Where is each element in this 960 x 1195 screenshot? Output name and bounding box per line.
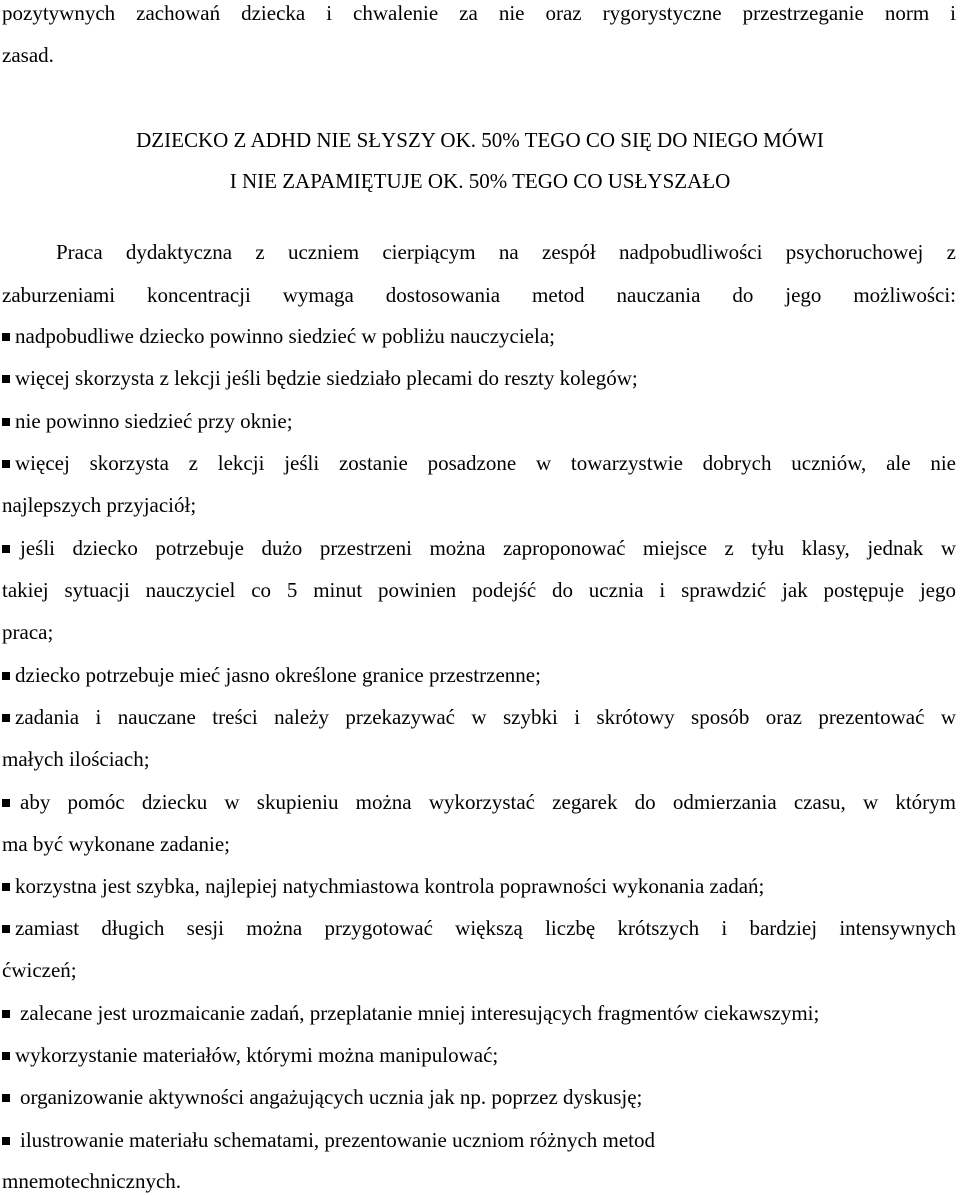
square-bullet-icon bbox=[2, 925, 10, 933]
bullet-continuation: mnemotechnicznych. bbox=[2, 1169, 182, 1193]
bullet-continuation: ma być wykonane zadanie; bbox=[2, 832, 230, 856]
bullet-item bbox=[2, 450, 956, 476]
bullet-continuation: najlepszych przyjaciół; bbox=[2, 493, 197, 517]
bullet-continuation: małych ilościach; bbox=[2, 747, 150, 771]
square-bullet-icon bbox=[2, 883, 10, 891]
intro-line: pozytywnych zachowań dziecka i chwalenie za nie oraz rygorystyczne przestrzeganie norm i bbox=[2, 1, 956, 25]
heading-line: I NIE ZAPAMIĘTUJE OK. 50% TEGO CO USŁYSZAŁO bbox=[229, 169, 731, 193]
bullet-item bbox=[2, 408, 956, 434]
bullet-text: więcej skorzysta z lekcji jeśli będzie siedziało plecami do reszty kolegów; bbox=[15, 366, 638, 390]
bullet-text: organizowanie aktywności angażujących ucznia jak np. poprzez dyskusję; bbox=[20, 1085, 643, 1109]
bullet-continuation: praca; bbox=[2, 620, 54, 644]
bullet-continuation: takiej sytuacji nauczyciel co 5 minut powinien podejść do ucznia i sprawdzić jak postępuje jego bbox=[2, 578, 956, 602]
bullet-text: wykorzystanie materiałów, którymi można manipulować; bbox=[15, 1043, 499, 1067]
bullet-item bbox=[2, 1084, 956, 1110]
bullet-item bbox=[2, 704, 956, 730]
bullet-text: ilustrowanie materiału schematami, prezentowanie uczniom różnych metod bbox=[20, 1128, 656, 1152]
paragraph-line: zaburzeniami koncentracji wymaga dostosowania metod nauczania do jego możliwości: bbox=[2, 283, 956, 307]
bullet-item bbox=[2, 1127, 956, 1153]
bullet-text: dziecko potrzebuje mieć jasno określone granice przestrzenne; bbox=[15, 663, 541, 687]
bullet-text: aby pomóc dziecku w skupieniu można wykorzystać zegarek do odmierzania czasu, w którym bbox=[20, 790, 956, 814]
square-bullet-icon bbox=[2, 375, 10, 383]
square-bullet-icon bbox=[2, 545, 10, 553]
paragraph-line: Praca dydaktyczna z uczniem cierpiącym na zespół nadpobudliwości psychoruchowej z bbox=[56, 240, 956, 264]
bullet-item bbox=[2, 873, 956, 899]
bullet-item bbox=[2, 365, 956, 391]
bullet-item bbox=[2, 789, 956, 815]
bullet-text: jeśli dziecko potrzebuje dużo przestrzeni można zaproponować miejsce z tyłu klasy, jednak w bbox=[20, 536, 956, 560]
square-bullet-icon bbox=[2, 1094, 10, 1102]
square-bullet-icon bbox=[2, 1052, 10, 1060]
bullet-text: zamiast długich sesji można przygotować większą liczbę krótszych i bardziej intensywnych bbox=[15, 916, 956, 940]
bullet-item bbox=[2, 1042, 956, 1068]
square-bullet-icon bbox=[2, 460, 10, 468]
bullet-text: więcej skorzysta z lekcji jeśli zostanie posadzone w towarzystwie dobrych uczniów, ale nie bbox=[15, 451, 956, 475]
square-bullet-icon bbox=[2, 1010, 10, 1018]
intro-line: zasad. bbox=[2, 43, 54, 67]
bullet-item bbox=[2, 915, 956, 941]
heading-line: DZIECKO Z ADHD NIE SŁYSZY OK. 50% TEGO CO SIĘ DO NIEGO MÓWI bbox=[136, 128, 824, 152]
bullet-text: nadpobudliwe dziecko powinno siedzieć w pobliżu nauczyciela; bbox=[15, 324, 555, 348]
bullet-item bbox=[2, 535, 956, 561]
square-bullet-icon bbox=[2, 799, 10, 807]
square-bullet-icon bbox=[2, 1137, 10, 1145]
square-bullet-icon bbox=[2, 714, 10, 722]
square-bullet-icon bbox=[2, 672, 10, 680]
bullet-text: zadania i nauczane treści należy przekazywać w szybki i skrótowy sposób oraz prezentować w bbox=[15, 705, 956, 729]
square-bullet-icon bbox=[2, 333, 10, 341]
bullet-text: korzystna jest szybka, najlepiej natychmiastowa kontrola poprawności wykonania zadań; bbox=[15, 874, 765, 898]
bullet-item bbox=[2, 1000, 956, 1026]
bullet-item bbox=[2, 323, 956, 349]
bullet-continuation: ćwiczeń; bbox=[2, 958, 77, 982]
bullet-item bbox=[2, 662, 956, 688]
bullet-text: zalecane jest urozmaicanie zadań, przeplatanie mniej interesujących fragmentów ciekawszymi; bbox=[20, 1001, 820, 1025]
square-bullet-icon bbox=[2, 418, 10, 426]
bullet-text: nie powinno siedzieć przy oknie; bbox=[15, 409, 293, 433]
